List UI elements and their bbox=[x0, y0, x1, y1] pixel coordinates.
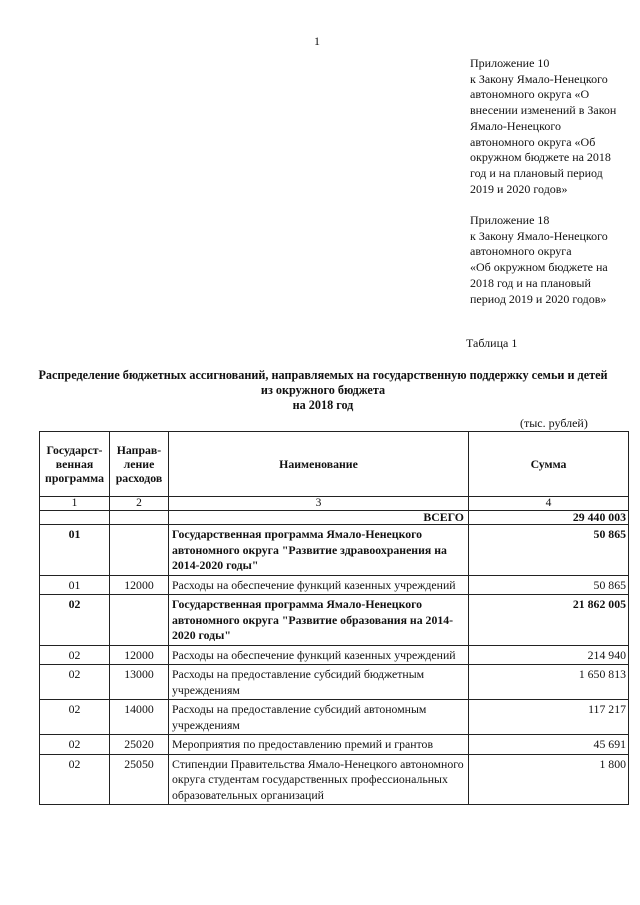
appendix-line: 2018 год и на плановый bbox=[470, 275, 591, 290]
appendix-line: Приложение 18 bbox=[470, 213, 550, 227]
direction-code-cell: 12000 bbox=[110, 645, 169, 665]
program-code-cell: 02 bbox=[40, 645, 110, 665]
appendix-line: 2019 и 2020 годов» bbox=[470, 181, 568, 196]
item-sum-cell: 1 800 bbox=[469, 754, 629, 805]
item-sum-cell: 1 650 813 bbox=[469, 665, 629, 700]
header-sum: Сумма bbox=[469, 432, 629, 497]
appendix-line: Ямало-Ненецкого bbox=[470, 118, 561, 133]
title-line: Распределение бюджетных ассигнований, направляемых на государственную поддержку семьи и детей bbox=[38, 368, 608, 382]
program-code-cell: 02 bbox=[40, 700, 110, 735]
appendix-line: автономного округа bbox=[470, 244, 572, 259]
item-name-cell: Расходы на предоставление субсидий автономным учреждениям bbox=[169, 700, 469, 735]
column-number: 1 bbox=[40, 497, 110, 511]
program-code-cell: 02 bbox=[40, 754, 110, 805]
program-code-cell: 01 bbox=[40, 525, 110, 576]
direction-code-cell: 14000 bbox=[110, 700, 169, 735]
table-row bbox=[40, 575, 629, 595]
title-line: на 2018 год bbox=[292, 397, 354, 412]
program-code-cell: 02 bbox=[40, 735, 110, 755]
direction-code-cell: 12000 bbox=[110, 575, 169, 595]
appendix-10-block bbox=[470, 56, 630, 197]
page-number: 1 bbox=[314, 34, 320, 48]
appendix-line: год и на плановый период bbox=[470, 165, 603, 180]
header-direction-line: расходов bbox=[115, 471, 163, 485]
table-row bbox=[40, 754, 629, 805]
item-name-cell: Государственная программа Ямало-Ненецкого автономного округа "Развитие образования на 2014-2020 годы" bbox=[169, 595, 469, 646]
header-direction-line: ление bbox=[123, 457, 155, 471]
table-header-row bbox=[40, 432, 629, 497]
appendix-line: период 2019 и 2020 годов» bbox=[470, 291, 607, 306]
units-label: (тыс. рублей) bbox=[520, 416, 588, 430]
item-name-cell: Расходы на обеспечение функций казенных учреждений bbox=[169, 575, 469, 595]
program-code-cell: 02 bbox=[40, 665, 110, 700]
total-value: 29 440 003 bbox=[469, 511, 629, 525]
appendix-18-block bbox=[470, 213, 630, 307]
program-code-cell: 01 bbox=[40, 575, 110, 595]
header-direction bbox=[110, 432, 169, 497]
item-sum-cell: 50 865 bbox=[469, 525, 629, 576]
table-label: Таблица 1 bbox=[466, 336, 518, 350]
item-name-cell: Стипендии Правительства Ямало-Ненецкого автономного округа студентам государственных профессиональных образовательных организаций bbox=[169, 754, 469, 805]
header-program-line: Государст- bbox=[46, 443, 103, 457]
appendix-line: автономного округа «О bbox=[470, 87, 590, 102]
appendix-line: автономного округа «Об bbox=[470, 134, 596, 149]
table-row bbox=[40, 700, 629, 735]
column-number: 4 bbox=[469, 497, 629, 511]
direction-code-cell bbox=[110, 595, 169, 646]
program-code-cell: 02 bbox=[40, 595, 110, 646]
header-name: Наименование bbox=[169, 432, 469, 497]
direction-code-cell: 25020 bbox=[110, 735, 169, 755]
direction-code-cell bbox=[110, 525, 169, 576]
table-row bbox=[40, 595, 629, 646]
direction-code-cell: 25050 bbox=[110, 754, 169, 805]
title-line: из окружного бюджета bbox=[260, 382, 386, 397]
appendix-line: к Закону Ямало-Ненецкого bbox=[470, 71, 608, 86]
item-sum-cell: 21 862 005 bbox=[469, 595, 629, 646]
total-row bbox=[40, 511, 629, 525]
item-name-cell: Государственная программа Ямало-Ненецкого автономного округа "Развитие здравоохранения на 2014-2020 годы" bbox=[169, 525, 469, 576]
item-sum-cell: 214 940 bbox=[469, 645, 629, 665]
item-sum-cell: 117 217 bbox=[469, 700, 629, 735]
appendix-line: окружном бюджете на 2018 bbox=[470, 150, 611, 165]
header-direction-line: Направ- bbox=[116, 443, 162, 457]
table-row bbox=[40, 525, 629, 576]
column-number: 2 bbox=[110, 497, 169, 511]
appendix-line: к Закону Ямало-Ненецкого bbox=[470, 228, 608, 243]
table-row bbox=[40, 665, 629, 700]
item-name-cell: Расходы на обеспечение функций казенных учреждений bbox=[169, 645, 469, 665]
table-row bbox=[40, 735, 629, 755]
appendix-line: Приложение 10 bbox=[470, 56, 550, 70]
header-program bbox=[40, 432, 110, 497]
direction-code-cell: 13000 bbox=[110, 665, 169, 700]
item-sum-cell: 45 691 bbox=[469, 735, 629, 755]
appendix-line: «Об окружном бюджете на bbox=[470, 260, 608, 275]
total-empty-cell bbox=[40, 511, 110, 525]
item-name-cell: Расходы на предоставление субсидий бюджетным учреждениям bbox=[169, 665, 469, 700]
header-program-line: венная bbox=[55, 457, 94, 471]
column-number-row bbox=[40, 497, 629, 511]
header-program-line: программа bbox=[45, 471, 104, 485]
item-sum-cell: 50 865 bbox=[469, 575, 629, 595]
appendix-line: внесении изменений в Закон bbox=[470, 103, 617, 118]
document-title bbox=[30, 368, 616, 412]
total-empty-cell bbox=[110, 511, 169, 525]
total-label: ВСЕГО bbox=[169, 511, 469, 525]
item-name-cell: Мероприятия по предоставлению премий и грантов bbox=[169, 735, 469, 755]
column-number: 3 bbox=[169, 497, 469, 511]
table-row bbox=[40, 645, 629, 665]
budget-table bbox=[39, 431, 629, 805]
